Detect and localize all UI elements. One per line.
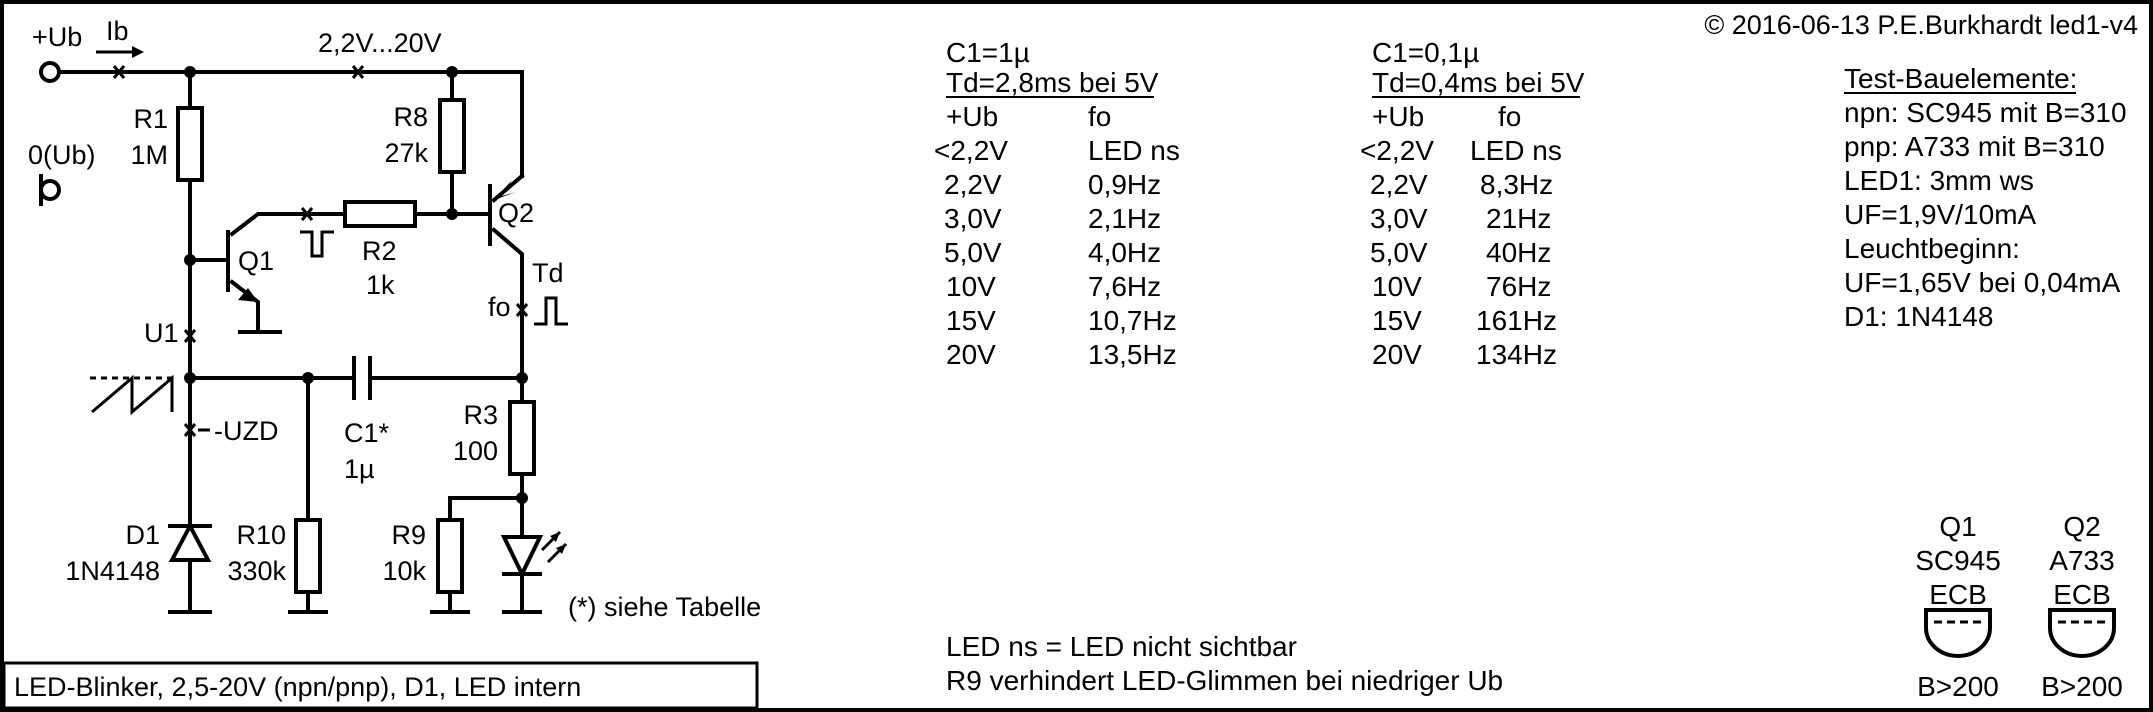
r3-value: 100 [452, 436, 498, 466]
table-row: 3,0V [944, 203, 1002, 234]
list-item: UF=1,9V/10mA [1844, 199, 2037, 230]
to92-package-q2 [2050, 610, 2114, 656]
table1-header-fo: fo [1088, 101, 1112, 132]
q2-label: Q2 [498, 198, 535, 228]
diode-d1 [170, 526, 210, 560]
table-cell: 10,7Hz [1088, 305, 1177, 336]
pinout-q1-type: SC945 [1915, 545, 2001, 576]
table1-header-ub: +Ub [946, 101, 999, 132]
table-cell: 0,9Hz [1088, 169, 1162, 200]
table-cell: 161Hz [1476, 305, 1557, 336]
d1-value: 1N4148 [65, 556, 160, 586]
pulse-fo [534, 298, 568, 324]
list-item: LED1: 3mm ws [1844, 165, 2034, 196]
td-label: Td [532, 258, 564, 288]
table-row: <2,2V [1360, 135, 1434, 166]
r2-value: 1k [366, 270, 395, 300]
pinout-q1 [1915, 511, 2001, 702]
u1-label: U1 [144, 318, 179, 348]
supply-zero-terminal [41, 181, 59, 199]
table-cell: 134Hz [1476, 339, 1557, 370]
table2-header-ub: +Ub [1372, 101, 1425, 132]
footnote-text: (*) siehe Tabelle [568, 592, 762, 622]
table-row: 2,2V [944, 169, 1002, 200]
resistor-r8 [440, 100, 464, 172]
r2-name: R2 [362, 236, 397, 266]
table-row: 20V [946, 339, 996, 370]
r9-name: R9 [391, 520, 426, 550]
r3-name: R3 [463, 400, 498, 430]
r1-value: 1M [130, 140, 168, 170]
voltage-range-label: 2,2V...20V [318, 28, 442, 58]
c1-name: C1* [344, 418, 390, 448]
pinout-q1-name: Q1 [1939, 511, 1977, 542]
q1-label: Q1 [238, 246, 275, 276]
table-cell: LED ns [1088, 135, 1180, 166]
table2-title: C1=0,1µ [1372, 37, 1480, 68]
table-cell: 21Hz [1486, 203, 1552, 234]
test-parts-title: Test-Bauelemente: [1844, 63, 2078, 94]
sawtooth-waveform [90, 378, 172, 412]
pinout-q2-name: Q2 [2063, 511, 2101, 542]
note-r9: R9 verhindert LED-Glimmen bei niedriger Ub [946, 665, 1504, 696]
uzd-label: -UZD [214, 416, 279, 446]
pinout-q2-type: A733 [2049, 545, 2115, 576]
d1-name: D1 [125, 520, 160, 550]
test-parts-list [1844, 63, 2127, 332]
current-arrow [96, 46, 144, 58]
pinout-q2 [2041, 511, 2123, 702]
table-c1-1u [934, 37, 1180, 370]
table-cell: 2,1Hz [1088, 203, 1162, 234]
c1-value: 1µ [344, 454, 375, 484]
resistor-r10 [296, 520, 320, 592]
pinout-q1-pins: ECB [1929, 579, 1987, 610]
pulse-r2 [300, 232, 334, 256]
table-row: 20V [1372, 339, 1422, 370]
r8-value: 27k [384, 138, 428, 168]
table1-subtitle: Td=2,8ms bei 5V [946, 67, 1159, 98]
table-row: 15V [946, 305, 996, 336]
table-row: 10V [946, 271, 996, 302]
capacitor-c1 [354, 358, 370, 398]
r8-name: R8 [393, 102, 428, 132]
supply-plus-label: +Ub [32, 22, 83, 52]
to92-package-q1 [1926, 610, 1990, 656]
resistor-r2 [345, 202, 415, 226]
table-cell: LED ns [1470, 135, 1562, 166]
fo-label: fo [488, 292, 511, 322]
resistor-r1 [178, 108, 202, 180]
table-row: 5,0V [1370, 237, 1428, 268]
table-row: 10V [1372, 271, 1422, 302]
r10-name: R10 [236, 520, 286, 550]
table-row: 15V [1372, 305, 1422, 336]
table-row: 2,2V [1370, 169, 1428, 200]
list-item: npn: SC945 mit B=310 [1844, 97, 2127, 128]
table-cell: 13,5Hz [1088, 339, 1177, 370]
led1 [504, 532, 566, 574]
note-led-ns: LED ns = LED nicht sichtbar [946, 631, 1297, 662]
pinout-q2-gain: B>200 [2041, 671, 2123, 702]
table1-title: C1=1µ [946, 37, 1030, 68]
sheet-frame [2, 2, 2151, 710]
r10-value: 330k [227, 556, 286, 586]
table-row: 3,0V [1370, 203, 1428, 234]
table-row: 5,0V [944, 237, 1002, 268]
title-text: LED-Blinker, 2,5-20V (npn/pnp), D1, LED intern [14, 672, 582, 702]
supply-plus-terminal [41, 63, 59, 81]
list-item: pnp: A733 mit B=310 [1844, 131, 2105, 162]
table-cell: 76Hz [1486, 271, 1552, 302]
table-cell: 4,0Hz [1088, 237, 1162, 268]
table2-header-fo: fo [1498, 101, 1522, 132]
table-cell: 40Hz [1486, 237, 1552, 268]
table-cell: 8,3Hz [1480, 169, 1554, 200]
pinout-q1-gain: B>200 [1917, 671, 1999, 702]
copyright-text: © 2016-06-13 P.E.Burkhardt led1-v4 [1704, 10, 2138, 40]
resistor-r9 [438, 520, 462, 592]
list-item: Leuchtbeginn: [1844, 233, 2020, 264]
table-row: <2,2V [934, 135, 1008, 166]
table-c1-0-1u [1360, 37, 1585, 370]
current-label: Ib [106, 16, 129, 46]
supply-zero-label: 0(Ub) [28, 140, 96, 170]
table-cell: 7,6Hz [1088, 271, 1162, 302]
list-item: UF=1,65V bei 0,04mA [1844, 267, 2121, 298]
r9-value: 10k [382, 556, 426, 586]
pinout-q2-pins: ECB [2053, 579, 2111, 610]
r1-name: R1 [133, 104, 168, 134]
list-item: D1: 1N4148 [1844, 301, 1994, 332]
table2-subtitle: Td=0,4ms bei 5V [1372, 67, 1585, 98]
resistor-r3 [510, 402, 534, 474]
